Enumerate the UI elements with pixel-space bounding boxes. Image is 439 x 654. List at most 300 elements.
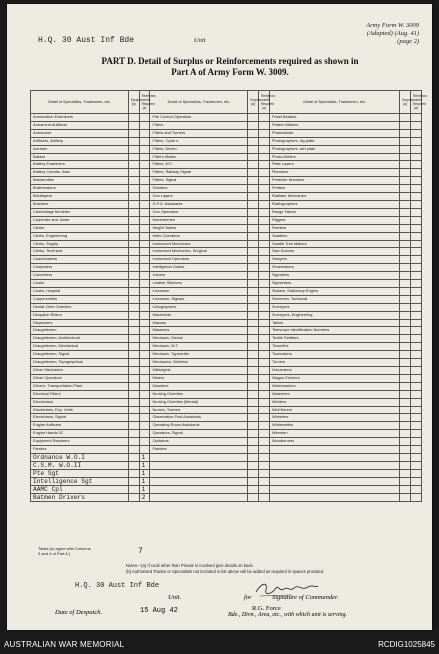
table-row (31, 248, 422, 256)
surplus-cell (248, 232, 259, 240)
surplus-cell (400, 193, 411, 201)
detail-cell-col1: Cooks (31, 280, 129, 288)
reinforcement-cell (259, 224, 270, 232)
footer-for-label: for (244, 594, 252, 601)
reinforcement-cell (259, 264, 270, 272)
reinforcement-cell (411, 374, 422, 382)
detail-cell-col3: Watchmakers (269, 382, 399, 390)
empty-cell (400, 453, 411, 461)
detail-cell-col1: Cooks, Hospital (31, 287, 129, 295)
detail-cell-col1: Engine Artificers (31, 422, 129, 430)
detail-cell-col2: Nursing Orderlies (150, 390, 248, 398)
reinforcement-cell (411, 208, 422, 216)
detail-cell-col3: Tailors (269, 319, 399, 327)
detail-cell-col3: Radiator Mechanics (269, 193, 399, 201)
empty-cell (150, 485, 248, 493)
reinforcement-cell (139, 374, 150, 382)
empty-cell (400, 461, 411, 469)
table-row (31, 303, 422, 311)
surplus-cell (400, 208, 411, 216)
surplus-cell (248, 343, 259, 351)
detail-cell-col1: Blacksmiths (31, 177, 129, 185)
reinforcement-cell (139, 287, 150, 295)
surplus-cell (248, 367, 259, 375)
empty-cell (259, 461, 270, 469)
reinforcement-cell (139, 145, 150, 153)
table-body (31, 114, 422, 502)
reinforcement-cell (411, 280, 422, 288)
surplus-cell (128, 121, 139, 129)
detail-cell-col3: Watermen (269, 390, 399, 398)
empty-cell (269, 453, 399, 461)
detail-cell-col1: Bakers (31, 153, 129, 161)
handwritten-reinf: 2 (139, 493, 150, 501)
surplus-cell (128, 169, 139, 177)
handwritten-detail: Batmen Drivers (31, 493, 129, 501)
empty-cell (259, 477, 270, 485)
reinforcement-cell (139, 256, 150, 264)
detail-cell-col1: Electricians, Exp. Units (31, 406, 129, 414)
col-header-surplus-1: Surplus (a) (128, 91, 139, 114)
surplus-cell (400, 129, 411, 137)
reinforcement-cell (259, 240, 270, 248)
surplus-cell (128, 129, 139, 137)
detail-cell-col3: Surveyors (269, 303, 399, 311)
surplus-cell (128, 224, 139, 232)
reinforcement-cell (411, 335, 422, 343)
detail-cell-col1: Dental Clerk Orderlies (31, 303, 129, 311)
detail-cell-col3: Telescope Identification Numbers (269, 327, 399, 335)
detail-cell-col1: Electricians (31, 398, 129, 406)
col-header-detail-3: Detail of Specialists, Tradesmen, etc. (269, 91, 399, 114)
table-row (31, 121, 422, 129)
detail-cell-col1: Electricians, Signal (31, 414, 129, 422)
table-row (31, 446, 422, 454)
reinforcement-cell (259, 114, 270, 122)
surplus-cell (248, 335, 259, 343)
reinforcement-cell (259, 406, 270, 414)
table-row (31, 351, 422, 359)
reinforcement-cell (259, 169, 270, 177)
reinforcement-cell (139, 208, 150, 216)
surplus-cell (248, 200, 259, 208)
surplus-cell (128, 161, 139, 169)
surplus-cell (128, 398, 139, 406)
bde-label: Bde., Divn., Area, etc., with which unit is serving. (228, 612, 347, 618)
table-row (31, 280, 422, 288)
detail-cell-col2: Linesmen (150, 287, 248, 295)
surplus-cell (128, 374, 139, 382)
col-header-surplus-2: Surplus (a) (248, 91, 259, 114)
reinforcement-cell (139, 351, 150, 359)
table-row (31, 367, 422, 375)
surplus-cell (400, 382, 411, 390)
detail-cell-col2: Observation Post Assistants (150, 414, 248, 422)
caption-left: AUSTRALIAN WAR MEMORIAL (4, 640, 125, 649)
detail-cell-col2: Mechanic, Dental (150, 335, 248, 343)
surplus-cell (400, 153, 411, 161)
surplus-cell (400, 311, 411, 319)
surplus-cell (128, 256, 139, 264)
reinforcement-cell (139, 343, 150, 351)
surplus-cell (248, 224, 259, 232)
surplus-cell (400, 446, 411, 454)
surplus-cell (248, 208, 259, 216)
surplus-cell (400, 114, 411, 122)
detail-cell-col1: Artificers, Artillery (31, 137, 129, 145)
detail-cell-col2: Mechanics, Wireless (150, 359, 248, 367)
reinforcement-cell (411, 343, 422, 351)
reinforcement-cell (139, 153, 150, 161)
notes (126, 563, 324, 575)
reinforcement-cell (139, 200, 150, 208)
detail-cell-col2: Masseurs (150, 327, 248, 335)
surplus-cell (248, 287, 259, 295)
empty-cell (400, 493, 411, 501)
reinforcement-cell (411, 359, 422, 367)
table-row (31, 169, 422, 177)
surplus-cell (248, 145, 259, 153)
reinforcement-cell (259, 414, 270, 422)
detail-cell-col1: Axemen (31, 145, 129, 153)
detail-cell-col3: Vulcanisers (269, 367, 399, 375)
handwritten-surplus (128, 461, 139, 469)
surplus-cell (248, 319, 259, 327)
reinforcement-cell (139, 382, 150, 390)
handwritten-surplus (128, 453, 139, 461)
surplus-cell (128, 145, 139, 153)
reinforcement-cell (259, 319, 270, 327)
reinforcement-cell (139, 430, 150, 438)
detail-cell-col2: Fitters, Driven (150, 145, 248, 153)
surplus-cell (128, 240, 139, 248)
reinforcement-cell (139, 311, 150, 319)
surplus-cell (128, 185, 139, 193)
empty-cell (400, 485, 411, 493)
reinforcement-cell (259, 280, 270, 288)
reinforcement-cell (259, 232, 270, 240)
detail-cell-col3: Surveyors, Engineering (269, 311, 399, 319)
handwritten-reinf: 1 (139, 485, 150, 493)
footer-unit-typed: H.Q. 30 Aust Inf Bde (75, 582, 160, 590)
reinforcement-cell (259, 398, 270, 406)
surplus-cell (128, 438, 139, 446)
reinforcement-cell (139, 193, 150, 201)
empty-cell (259, 485, 270, 493)
detail-cell-col1: Clerks, Engineering (31, 232, 129, 240)
table-row (31, 343, 422, 351)
surplus-cell (248, 256, 259, 264)
surplus-cell (248, 248, 259, 256)
surplus-cell (400, 185, 411, 193)
table-row (31, 240, 422, 248)
reinforcement-cell (139, 390, 150, 398)
reinforcement-cell (139, 216, 150, 224)
detail-cell-col2: G.P.O. Assistants (150, 200, 248, 208)
surplus-cell (248, 161, 259, 169)
detail-cell-col3 (269, 446, 399, 454)
surplus-cell (400, 145, 411, 153)
detail-cell-col2: Mechanic, Typewriter (150, 351, 248, 359)
surplus-cell (248, 374, 259, 382)
detail-cell-col1: Armament Artificers (31, 121, 129, 129)
reinforcement-cell (139, 280, 150, 288)
detail-cell-col3: Turners (269, 359, 399, 367)
table-row (31, 256, 422, 264)
surplus-cell (248, 382, 259, 390)
handwritten-reinf: 1 (139, 477, 150, 485)
reinforcement-cell (411, 382, 422, 390)
detail-cell-col3: Textile Refitters (269, 335, 399, 343)
detail-cell-col1: Clerks (31, 224, 129, 232)
detail-cell-col3: Riggers (269, 216, 399, 224)
detail-cell-col3: Sawyers (269, 256, 399, 264)
surplus-cell (400, 216, 411, 224)
reinforcement-cell (139, 177, 150, 185)
detail-cell-col2: Fire Control Operators (150, 114, 248, 122)
handwritten-detail: C.S.M. W.O.II (31, 461, 129, 469)
col-header-detail-2: Detail of Specialists, Tradesmen, etc. (150, 91, 248, 114)
reinforcement-cell (411, 256, 422, 264)
reinforcement-cell (411, 422, 422, 430)
empty-cell (150, 461, 248, 469)
detail-cell-col2: Miners (150, 374, 248, 382)
reinforcement-cell (139, 121, 150, 129)
part-title-line1: PART D. Detail of Surplus or Reinforcements required as shown in (101, 56, 359, 66)
reinforcement-cell (259, 216, 270, 224)
unit-line (38, 35, 205, 45)
handwritten-reinf: 1 (139, 453, 150, 461)
table-row (31, 438, 422, 446)
detail-cell-col2: Fitters, M.T. (150, 161, 248, 169)
empty-cell (248, 485, 259, 493)
table-row (31, 359, 422, 367)
detail-cell-col1: Boilermakers (31, 185, 129, 193)
table-row (31, 137, 422, 145)
surplus-cell (400, 367, 411, 375)
surplus-cell (128, 327, 139, 335)
form-ref-line2: (Adapted) (Aug. 41) (366, 30, 419, 37)
surplus-cell (128, 208, 139, 216)
reinforcement-cell (259, 367, 270, 375)
surplus-cell (248, 446, 259, 454)
surplus-cell (128, 319, 139, 327)
detail-cell-col3: Riveters (269, 224, 399, 232)
reinforcement-cell (139, 414, 150, 422)
reinforcement-cell (139, 264, 150, 272)
surplus-cell (128, 390, 139, 398)
reinforcement-cell (411, 327, 422, 335)
surplus-cell (128, 232, 139, 240)
detail-cell-col3: Storemen, Technical (269, 295, 399, 303)
table-row (31, 272, 422, 280)
detail-cell-col2: Fitters and Turners (150, 129, 248, 137)
detail-cell-col3: Signwriters (269, 280, 399, 288)
detail-cell-col3: Saddle Tree Makers (269, 240, 399, 248)
surplus-cell (128, 382, 139, 390)
surplus-cell (248, 359, 259, 367)
surplus-cell (248, 193, 259, 201)
detail-cell-col1: Carpenter and Joiner (31, 216, 129, 224)
detail-cell-col3: Well Borers (269, 406, 399, 414)
handwritten-row (31, 493, 422, 501)
footer-force: R.G. Force (252, 605, 281, 612)
reinforcement-cell (139, 367, 150, 375)
col-header-reinf-2: Reinforce-ments Required (a) (259, 91, 270, 114)
surplus-cell (128, 114, 139, 122)
surplus-cell (400, 295, 411, 303)
surplus-cell (248, 406, 259, 414)
reinforcement-cell (139, 129, 150, 137)
surplus-cell (400, 303, 411, 311)
reinforcement-cell (259, 208, 270, 216)
empty-cell (259, 493, 270, 501)
detail-cell-col1: Driver Operators (31, 374, 129, 382)
totals-label (38, 546, 91, 556)
surplus-cell (128, 406, 139, 414)
table-row (31, 335, 422, 343)
reinforcement-cell (411, 303, 422, 311)
surplus-cell (400, 390, 411, 398)
empty-cell (269, 477, 399, 485)
reinforcement-cell (139, 169, 150, 177)
reinforcement-cell (411, 193, 422, 201)
surplus-cell (248, 303, 259, 311)
reinforcement-cell (139, 224, 150, 232)
reinforcement-cell (259, 311, 270, 319)
detail-cell-col1: Farriers (31, 446, 129, 454)
detail-cell-col2: Moulders (150, 382, 248, 390)
reinforcement-cell (139, 406, 150, 414)
table-row (31, 287, 422, 295)
reinforcement-cell (139, 398, 150, 406)
detail-cell-col2: Instrument Operators (150, 256, 248, 264)
detail-cell-col1: Engine Hands I/C (31, 430, 129, 438)
empty-cell (259, 453, 270, 461)
reinforcement-cell (259, 343, 270, 351)
table-row (31, 327, 422, 335)
surplus-cell (248, 390, 259, 398)
detail-cell-col1: Despatch Riders (31, 311, 129, 319)
totals-label-line1: Totals (to agree with Columns (38, 546, 91, 551)
reinforcement-cell (411, 438, 422, 446)
reinforcement-cell (259, 153, 270, 161)
reinforcement-cell (139, 319, 150, 327)
surplus-cell (128, 446, 139, 454)
detail-cell-col2: Gun Operators (150, 208, 248, 216)
reinforcement-cell (139, 232, 150, 240)
detail-cell-col2: Millwrights (150, 367, 248, 375)
handwritten-detail: Ordnance W.O.I (31, 453, 129, 461)
reinforcement-cell (259, 177, 270, 185)
detail-cell-col2: Painters (150, 446, 248, 454)
detail-cell-col2: Opticians (150, 438, 248, 446)
handwritten-reinf: 1 (139, 461, 150, 469)
surplus-cell (128, 264, 139, 272)
surplus-cell (400, 343, 411, 351)
reinforcement-cell (411, 311, 422, 319)
totals-label-line2: 3 and 4 of Part A.) (38, 551, 71, 556)
form-ref-line1: Army Form W. 3009 (366, 22, 419, 29)
detail-cell-col3: Stokers, Stationary Engine (269, 287, 399, 295)
reinforcement-cell (411, 287, 422, 295)
reinforcement-cell (259, 145, 270, 153)
detail-cell-col3: Saddlers (269, 232, 399, 240)
detail-cell-col1: Clerks, Supply (31, 240, 129, 248)
reinforcement-cell (259, 295, 270, 303)
surplus-cell (248, 137, 259, 145)
surplus-cell (128, 335, 139, 343)
surplus-cell (128, 200, 139, 208)
detail-cell-col3: Plumbers (269, 169, 399, 177)
surplus-cell (400, 327, 411, 335)
empty-cell (248, 477, 259, 485)
col-header-reinf-1: Reinforce-ments Required (a) (139, 91, 150, 114)
detail-cell-col1: Drivers, Transportation Plant (31, 382, 129, 390)
surplus-cell (248, 295, 259, 303)
detail-cell-col1: Dispensers (31, 319, 129, 327)
reinforcement-cell (259, 303, 270, 311)
form-reference (366, 22, 419, 46)
detail-cell-col2: Joiners (150, 272, 248, 280)
reinforcement-cell (411, 248, 422, 256)
surplus-cell (128, 153, 139, 161)
table-row (31, 232, 422, 240)
reinforcement-cell (139, 248, 150, 256)
surplus-cell (400, 430, 411, 438)
empty-cell (411, 477, 422, 485)
table-row (31, 374, 422, 382)
detail-cell-col3: Toolmakers (269, 351, 399, 359)
reinforcement-cell (259, 161, 270, 169)
detail-cell-col1: Coachmakers (31, 256, 129, 264)
surplus-cell (400, 121, 411, 129)
surplus-cell (400, 359, 411, 367)
surplus-cell (248, 185, 259, 193)
reinforcement-cell (411, 145, 422, 153)
reinforcement-cell (411, 121, 422, 129)
table-row (31, 382, 422, 390)
empty-cell (150, 453, 248, 461)
detail-cell-col3: Predictor Numbers (269, 177, 399, 185)
reinforcement-cell (411, 224, 422, 232)
surplus-cell (128, 287, 139, 295)
specialists-table (30, 90, 428, 502)
surplus-cell (248, 311, 259, 319)
table-row (31, 414, 422, 422)
surplus-cell (400, 335, 411, 343)
detail-cell-col3: Panel Beaters (269, 114, 399, 122)
part-title-line2: Part A of Army Form W. 3009. (171, 67, 289, 77)
surplus-cell (400, 422, 411, 430)
handwritten-detail: Intelligence Sgt (31, 477, 129, 485)
detail-cell-col3: Plate Layers (269, 161, 399, 169)
reinforcement-cell (259, 248, 270, 256)
table-row (31, 114, 422, 122)
detail-cell-col3: Photographers, wet plate (269, 145, 399, 153)
empty-cell (400, 477, 411, 485)
unit-typed: H.Q. 30 Aust Inf Bde (38, 36, 135, 45)
detail-cell-col2: Hammermen (150, 216, 248, 224)
reinforcement-cell (411, 137, 422, 145)
detail-cell-col1: Computers (31, 264, 129, 272)
reinforcement-cell (139, 303, 150, 311)
reinforcement-cell (259, 129, 270, 137)
surplus-cell (400, 256, 411, 264)
detail-cell-col3: Pharmacists (269, 129, 399, 137)
detail-cell-col1: Butchers (31, 200, 129, 208)
surplus-cell (400, 438, 411, 446)
